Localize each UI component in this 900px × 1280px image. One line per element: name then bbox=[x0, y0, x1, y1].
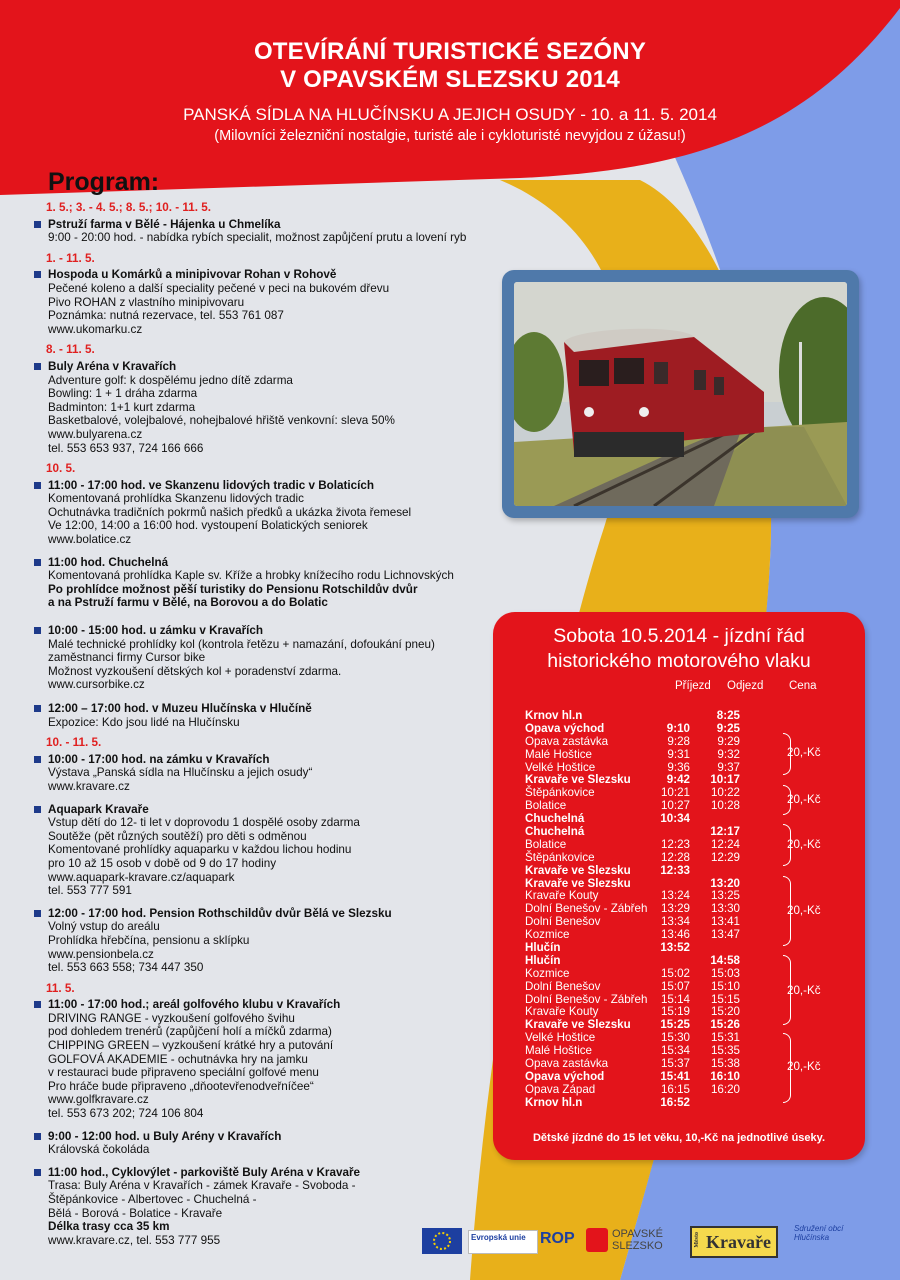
col-price: Cena bbox=[789, 680, 817, 692]
program-item: 12:00 - 17:00 hod. Pension Rothschildův dvůr Bělá ve Slezsku Volný vstup do areálu Prohlídka hřebčína, pensionu a sklípku www.pensionbela.cz tel. 553 663 558; 734 447 350 bbox=[30, 907, 500, 975]
station-name: Opava východ bbox=[525, 721, 605, 735]
bullet-icon bbox=[34, 1001, 41, 1008]
arrival-time: 10:34 bbox=[660, 812, 690, 826]
departure-time: 15:10 bbox=[710, 979, 740, 993]
station-name: Krnov hl.n bbox=[525, 1095, 583, 1109]
arrival-time: 13:46 bbox=[660, 928, 690, 942]
departure-time: 15:26 bbox=[710, 1018, 740, 1032]
station-name: Kozmice bbox=[525, 966, 570, 980]
subtitle: PANSKÁ SÍDLA NA HLUČÍNSKU A JEJICH OSUDY - 10. a 11. 5. 2014 bbox=[183, 105, 717, 124]
station-name: Opava zastávka bbox=[525, 1057, 609, 1071]
station-name: Dolní Benešov bbox=[525, 979, 601, 993]
departure-time: 13:20 bbox=[710, 876, 740, 890]
arrival-time: 9:10 bbox=[666, 721, 690, 735]
program-item: 11:00 - 17:00 hod. ve Skanzenu lidových tradic v Bolaticích Komentovaná prohlídka Skanzenu lidových tradic Ochutnávka tradičních pokrmů našich předků a ukázka života řemesel Ve 12:00, 14:00 a 16:00 hod. vystoupení Bolatických seniorek www.bolatice.cz bbox=[30, 479, 500, 547]
departure-time: 14:58 bbox=[710, 953, 740, 967]
station-name: Štěpánkovice bbox=[525, 850, 595, 864]
arrival-time: 15:34 bbox=[660, 1044, 690, 1058]
bullet-icon bbox=[34, 910, 41, 917]
arrival-time: 10:21 bbox=[660, 786, 690, 800]
station-name: Dolní Benešov - Zábřeh bbox=[525, 902, 648, 916]
departure-time: 15:20 bbox=[710, 1005, 740, 1019]
timetable-rows bbox=[525, 710, 855, 1110]
program-item: 11:00 hod. Chuchelná Komentovaná prohlídka Kaple sv. Kříže a hrobky knížecího rodu Lichnovských Po prohlídce možnost pěší turistiky do Pensionu Rotschildův dvůr a na Pstruží farmu v Bělé, na Borovou a do Bolatic bbox=[30, 556, 500, 610]
arrival-time: 16:52 bbox=[660, 1095, 690, 1109]
arrival-time: 9:42 bbox=[666, 773, 690, 787]
timetable-row bbox=[525, 968, 855, 981]
arrival-time: 13:29 bbox=[660, 902, 690, 916]
date-label: 1. - 11. 5. bbox=[46, 251, 95, 265]
station-name: Štěpánkovice bbox=[525, 786, 595, 800]
tagline: (Milovníci železniční nostalgie, turisté ale i cykloturisté nevyjdou z úžasu!) bbox=[214, 128, 686, 144]
station-name: Chuchelná bbox=[525, 825, 585, 839]
program-item: 11:00 - 17:00 hod.; areál golfového klubu v Kravařích DRIVING RANGE - vyzkoušení golfového švihu pod dohledem trenérů (zapůjčení holí a míčků zdarma) CHIPPING GREEN – vyzkoušení krátké hry a putování GOLFOVÁ AKADEMIE - ochutnávka hry na jamku v restauraci bude připraveno speciální golfové menu Pro hráče bude připraveno „dňootevřenodveřníčee“ www.golfkravare.cz tel. 553 673 202; 724 106 804 bbox=[30, 998, 500, 1120]
departure-time: 15:35 bbox=[710, 1044, 740, 1058]
station-name: Kravaře ve Slezsku bbox=[525, 876, 631, 890]
station-name: Krnov hl.n bbox=[525, 709, 583, 722]
arrival-time: 9:36 bbox=[667, 760, 690, 774]
arrival-time: 15:14 bbox=[660, 992, 690, 1006]
program-item: 11:00 hod., Cyklovýlet - parkoviště Buly Aréna v Kravaře Trasa: Buly Aréna v Kravařích - zámek Kravaře - Svoboda - Štěpánkovice - Albertovec - Chuchelná - Bělá - Borová - Bolatice - Kravaře Délka trasy cca 35 km www.kravare.cz, tel. 553 777 955 bbox=[30, 1166, 500, 1248]
arrival-time: 9:31 bbox=[667, 747, 690, 761]
logo-strip bbox=[422, 1222, 892, 1262]
arrival-time: 15:41 bbox=[660, 1069, 690, 1083]
station-name: Opava Západ bbox=[525, 1082, 596, 1096]
opavske-slezsko-icon bbox=[586, 1228, 608, 1252]
eu-flag-icon bbox=[422, 1228, 462, 1254]
departure-time: 8:25 bbox=[716, 709, 740, 722]
date-label: 10. - 11. 5. bbox=[46, 736, 102, 750]
departure-time: 12:29 bbox=[710, 850, 740, 864]
timetable-row bbox=[525, 955, 855, 968]
station-name: Kravaře ve Slezsku bbox=[525, 1018, 631, 1032]
timetable-row bbox=[525, 723, 855, 736]
bullet-icon bbox=[34, 559, 41, 566]
station-name: Hlučín bbox=[525, 941, 561, 955]
station-name: Kravaře Kouty bbox=[525, 889, 599, 903]
timetable-row bbox=[525, 736, 855, 749]
bullet-icon bbox=[34, 221, 41, 228]
program-item: 9:00 - 12:00 hod. u Buly Arény v Kravařích Královská čokoláda bbox=[30, 1130, 500, 1157]
departure-time: 9:37 bbox=[717, 760, 740, 774]
timetable-row bbox=[525, 942, 855, 955]
arrival-time: 13:24 bbox=[660, 889, 690, 903]
date-label: 1. 5.; 3. - 4. 5.; 8. 5.; 10. - 11. 5. bbox=[46, 201, 212, 214]
arrival-time: 15:07 bbox=[660, 979, 690, 993]
station-name: Opava východ bbox=[525, 1069, 605, 1083]
station-name: Kravaře Kouty bbox=[525, 1005, 599, 1019]
arrival-time: 12:33 bbox=[660, 863, 690, 877]
col-depart: Odjezd bbox=[727, 680, 764, 692]
timetable-row bbox=[525, 1097, 855, 1110]
arrival-time: 12:23 bbox=[660, 837, 690, 851]
date-label: 8. - 11. 5. bbox=[46, 343, 95, 357]
rop-logo: ROP bbox=[540, 1230, 575, 1247]
timetable-row bbox=[525, 1071, 855, 1084]
sdruzeni-logo: Sdružení obcí Hlučínska bbox=[794, 1224, 844, 1242]
eu-logo: Evropská unie bbox=[468, 1230, 538, 1254]
arrival-time: 16:15 bbox=[660, 1082, 690, 1096]
timetable-header bbox=[493, 680, 865, 696]
departure-time: 9:25 bbox=[716, 721, 740, 735]
program-list bbox=[30, 198, 500, 1254]
timetable-row bbox=[525, 916, 855, 929]
departure-time: 15:31 bbox=[710, 1031, 740, 1045]
program-item: Aquapark Kravaře Vstup dětí do 12- ti let v doprovodu 1 dospělé osoby zdarma Soutěže (pět různých soutěží) pro děti s odměnou Komentované prohlídky aquaparku v každou lichou hodinu pro 10 až 15 osob v době od 9 do 17 hodiny www.aquapark-kravare.cz/aquapark tel. 553 777 591 bbox=[30, 803, 500, 898]
program-item: Pstruží farma v Bělé - Hájenka u Chmelíka 9:00 - 20:00 hod. - nabídka rybích specialit, možnost zapůjčení prutu a lovení ryb bbox=[30, 218, 500, 245]
departure-time: 10:28 bbox=[710, 799, 740, 813]
date-label: 11. 5. bbox=[46, 981, 75, 995]
train-photo bbox=[514, 282, 847, 506]
station-name: Kravaře ve Slezsku bbox=[525, 773, 631, 787]
bullet-icon bbox=[34, 482, 41, 489]
arrival-time: 13:52 bbox=[660, 941, 690, 955]
timetable-note: Dětské jízdné do 15 let věku, 10,-Kč na jednotlivé úseky. bbox=[532, 1132, 825, 1144]
station-name: Kravaře ve Slezsku bbox=[525, 863, 631, 877]
departure-time: 13:47 bbox=[710, 928, 740, 942]
station-name: Chuchelná bbox=[525, 812, 585, 826]
bullet-icon bbox=[34, 705, 41, 712]
date-label: 10. 5. bbox=[46, 462, 76, 476]
departure-time: 16:20 bbox=[710, 1082, 740, 1096]
price-label: 20,-Kč bbox=[787, 793, 821, 806]
program-item: 10:00 - 15:00 hod. u zámku v Kravařích Malé technické prohlídky kol (kontrola řetězu + namazání, dofoukání pneu) zaměstnanci firmy Cursor bike Možnost vyzkoušení dětských kol + poradenství zdarma. www.cursorbike.cz bbox=[30, 624, 500, 692]
station-name: Dolní Benešov bbox=[525, 915, 601, 929]
departure-time: 15:15 bbox=[710, 992, 740, 1006]
departure-time: 9:32 bbox=[717, 747, 740, 761]
arrival-time: 15:37 bbox=[660, 1057, 690, 1071]
departure-time: 9:29 bbox=[717, 734, 740, 748]
departure-time: 15:38 bbox=[710, 1057, 740, 1071]
bullet-icon bbox=[34, 806, 41, 813]
departure-time: 10:17 bbox=[710, 773, 740, 787]
departure-time: 16:10 bbox=[710, 1069, 740, 1083]
col-arrive: Příjezd bbox=[675, 680, 711, 692]
program-item: 12:00 – 17:00 hod. v Muzeu Hlučínska v Hlučíně Expozice: Kdo jsou lidé na Hlučínsku bbox=[30, 702, 500, 729]
kravare-logo: Město Kravaře bbox=[690, 1226, 778, 1258]
arrival-time: 9:28 bbox=[667, 734, 690, 748]
price-label: 20,-Kč bbox=[787, 1060, 821, 1073]
timetable-row bbox=[525, 1084, 855, 1097]
timetable-row bbox=[525, 852, 855, 865]
price-label: 20,-Kč bbox=[787, 984, 821, 997]
departure-time: 13:25 bbox=[710, 889, 740, 903]
station-name: Hlučín bbox=[525, 953, 561, 967]
arrival-time: 15:19 bbox=[660, 1005, 690, 1019]
arrival-time: 15:30 bbox=[660, 1031, 690, 1045]
timetable-row bbox=[525, 826, 855, 839]
arrival-time: 10:27 bbox=[660, 799, 690, 813]
timetable-title: Sobota 10.5.2014 - jízdní řád historického motorového vlaku bbox=[547, 625, 811, 672]
station-name: Dolní Benešov - Zábřeh bbox=[525, 992, 648, 1006]
price-label: 20,-Kč bbox=[787, 904, 821, 917]
program-item: Buly Aréna v Kravařích Adventure golf: k dospělému jedno dítě zdarma Bowling: 1 + 1 dráha zdarma Badminton: 1+1 kurt zdarma Basketbalové, volejbalové, nohejbalové hřiště venkovní: sleva 50% www.bulyarena.cz tel. 553 653 937, 724 166 666 bbox=[30, 360, 500, 455]
timetable-row bbox=[525, 929, 855, 942]
program-item: 10:00 - 17:00 hod. na zámku v Kravařích Výstava „Panská sídla na Hlučínsku a jejich osudy“ www.kravare.cz bbox=[30, 753, 500, 794]
station-name: Bolatice bbox=[525, 799, 567, 813]
station-name: Bolatice bbox=[525, 837, 567, 851]
opavske-slezsko-logo: OPAVSKÉ SLEZSKO bbox=[586, 1228, 674, 1266]
bullet-icon bbox=[34, 627, 41, 634]
main-title: OTEVÍRÁNÍ TURISTICKÉ SEZÓNY V OPAVSKÉM SLEZSKU 2014 bbox=[253, 38, 647, 93]
departure-time: 12:17 bbox=[710, 825, 740, 839]
timetable-row bbox=[525, 749, 855, 762]
train-photo-frame bbox=[502, 270, 859, 518]
arrival-time: 15:02 bbox=[660, 966, 690, 980]
timetable-row bbox=[525, 1058, 855, 1071]
departure-time: 13:30 bbox=[710, 902, 740, 916]
price-label: 20,-Kč bbox=[787, 838, 821, 851]
station-name: Malé Hoštice bbox=[525, 1044, 593, 1058]
departure-time: 13:41 bbox=[710, 915, 740, 929]
timetable-row bbox=[525, 839, 855, 852]
station-name: Kozmice bbox=[525, 928, 570, 942]
price-label: 20,-Kč bbox=[787, 746, 821, 759]
arrival-time: 15:25 bbox=[660, 1018, 690, 1032]
bullet-icon bbox=[34, 363, 41, 370]
timetable-row bbox=[525, 710, 855, 723]
departure-time: 15:03 bbox=[710, 966, 740, 980]
departure-time: 12:24 bbox=[710, 837, 740, 851]
timetable-row bbox=[525, 981, 855, 994]
program-title: Program: bbox=[48, 168, 160, 196]
timetable-row bbox=[525, 787, 855, 800]
bullet-icon bbox=[34, 1133, 41, 1140]
program-item: Hospoda u Komárků a minipivovar Rohan v Rohově Pečené koleno a další speciality pečené v peci na bukovém dřevu Pivo ROHAN z vlastního minipivovaru Poznámka: nutná rezervace, tel. 553 761 087 www.ukomarku.cz bbox=[30, 268, 500, 336]
departure-time: 10:22 bbox=[710, 786, 740, 800]
arrival-time: 13:34 bbox=[660, 915, 690, 929]
station-name: Opava zastávka bbox=[525, 734, 609, 748]
station-name: Velké Hoštice bbox=[525, 760, 596, 774]
bullet-icon bbox=[34, 1169, 41, 1176]
timetable-row bbox=[525, 865, 855, 878]
arrival-time: 12:28 bbox=[660, 850, 690, 864]
station-name: Malé Hoštice bbox=[525, 747, 593, 761]
bullet-icon bbox=[34, 271, 41, 278]
bullet-icon bbox=[34, 756, 41, 763]
timetable-panel bbox=[493, 612, 865, 1160]
station-name: Velké Hoštice bbox=[525, 1031, 596, 1045]
